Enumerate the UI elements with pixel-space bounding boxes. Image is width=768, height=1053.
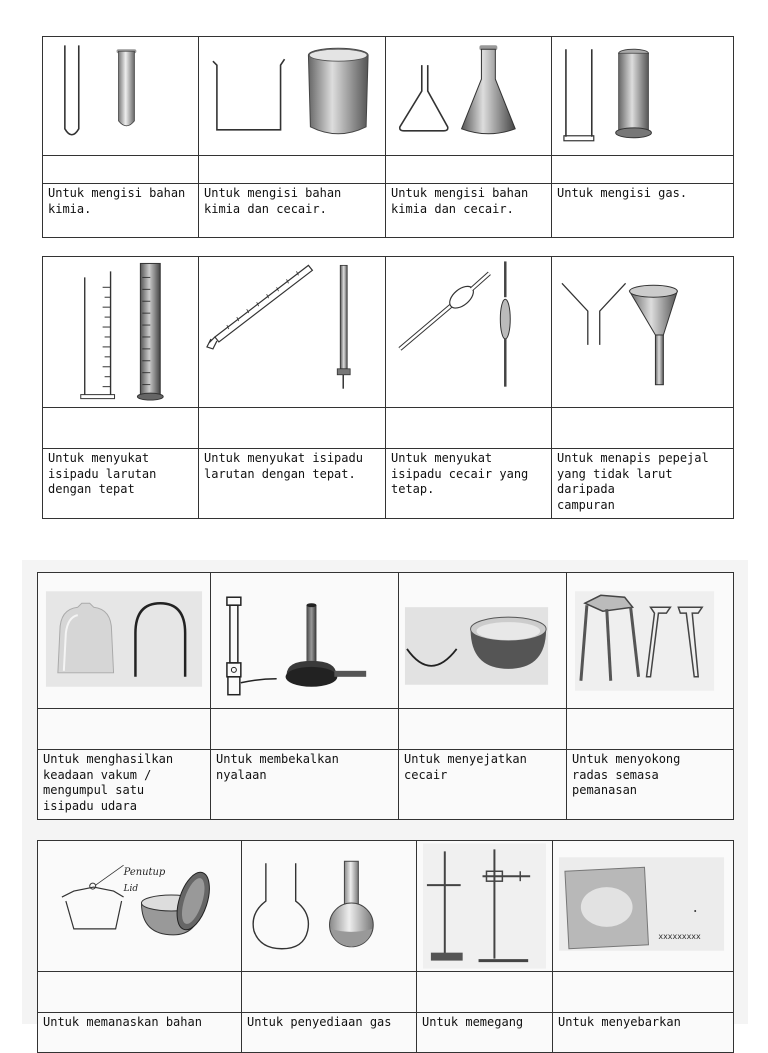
blank-cell <box>211 709 399 750</box>
retort-stand-icon <box>417 841 552 971</box>
pipette-figure-cell <box>386 257 552 408</box>
burette-figure-cell <box>199 257 386 408</box>
blank-cell <box>199 156 386 184</box>
test-tube-figure-cell <box>43 37 199 156</box>
bell-jar-icon <box>38 573 210 708</box>
tripod-stand-figure-cell <box>567 573 734 709</box>
burette-icon <box>199 257 385 407</box>
blank-cell <box>417 972 553 1013</box>
retort-stand-figure-cell <box>417 841 553 972</box>
crucible-lid-en-label: Lid <box>123 884 139 895</box>
measuring-cylinder-icon <box>43 257 198 407</box>
caption-measuring-cylinder: Untuk menyukat isipadu larutan dengan tepat <box>43 449 199 519</box>
caption-burette: Untuk menyukat isipadu larutan dengan tepat. <box>199 449 386 519</box>
apparatus-table-3 <box>37 572 734 820</box>
wire-gauze-icon <box>553 841 733 971</box>
conical-flask-icon <box>386 37 551 155</box>
conical-flask-figure-cell <box>386 37 552 156</box>
gauze-mark: xxxxxxxxx <box>658 931 701 941</box>
caption-conical-flask: Untuk mengisi bahan kimia dan cecair. <box>386 184 552 238</box>
apparatus-table-1 <box>42 36 734 238</box>
blank-cell <box>199 408 386 449</box>
blank-cell <box>242 972 417 1013</box>
round-bottom-flask-icon <box>242 841 416 971</box>
blank-cell <box>567 709 734 750</box>
caption-round-bottom-flask: Untuk penyediaan gas <box>242 1013 417 1053</box>
evaporating-dish-figure-cell <box>399 573 567 709</box>
measuring-cylinder-figure-cell <box>43 257 199 408</box>
crucible-lid-label: Penutup <box>123 867 166 879</box>
test-tube-icon <box>43 37 198 155</box>
tripod-stand-icon <box>567 573 733 708</box>
bunsen-burner-icon <box>211 573 398 708</box>
bell-jar-figure-cell <box>38 573 211 709</box>
caption-gas-jar: Untuk mengisi gas. <box>552 184 734 238</box>
crucible-icon <box>38 841 241 971</box>
caption-crucible: Untuk memanaskan bahan <box>38 1013 242 1053</box>
blank-cell <box>386 156 552 184</box>
blank-cell <box>386 408 552 449</box>
caption-beaker: Untuk mengisi bahan kimia dan cecair. <box>199 184 386 238</box>
beaker-figure-cell <box>199 37 386 156</box>
blank-cell <box>38 709 211 750</box>
caption-bell-jar: Untuk menghasilkan keadaan vakum / mengumpul satu isipadu udara <box>38 750 211 820</box>
blank-cell <box>43 408 199 449</box>
caption-bunsen-burner: Untuk membekalkan nyalaan <box>211 750 399 820</box>
gas-jar-figure-cell <box>552 37 734 156</box>
pipette-icon <box>386 257 551 407</box>
bunsen-burner-figure-cell <box>211 573 399 709</box>
caption-test-tube: Untuk mengisi bahan kimia. <box>43 184 199 238</box>
blank-cell <box>43 156 199 184</box>
crucible-figure-cell <box>38 841 242 972</box>
caption-evaporating-dish: Untuk menyejatkan cecair <box>399 750 567 820</box>
blank-cell <box>399 709 567 750</box>
caption-retort-stand: Untuk memegang <box>417 1013 553 1053</box>
blank-cell <box>552 408 734 449</box>
gas-jar-icon <box>552 37 733 155</box>
filter-funnel-figure-cell <box>552 257 734 408</box>
caption-filter-funnel: Untuk menapis pepejal yang tidak larut daripada campuran <box>552 449 734 519</box>
blank-cell <box>553 972 734 1013</box>
caption-pipette: Untuk menyukat isipadu cecair yang tetap. <box>386 449 552 519</box>
filter-funnel-icon <box>552 257 733 407</box>
apparatus-table-2 <box>42 256 734 519</box>
wire-gauze-figure-cell <box>553 841 734 972</box>
caption-tripod-stand: Untuk menyokong radas semasa pemanasan <box>567 750 734 820</box>
caption-wire-gauze: Untuk menyebarkan <box>553 1013 734 1053</box>
beaker-icon <box>199 37 385 155</box>
evaporating-dish-icon <box>399 573 566 708</box>
apparatus-table-4 <box>37 840 734 1053</box>
round-bottom-flask-figure-cell <box>242 841 417 972</box>
blank-cell <box>38 972 242 1013</box>
blank-cell <box>552 156 734 184</box>
